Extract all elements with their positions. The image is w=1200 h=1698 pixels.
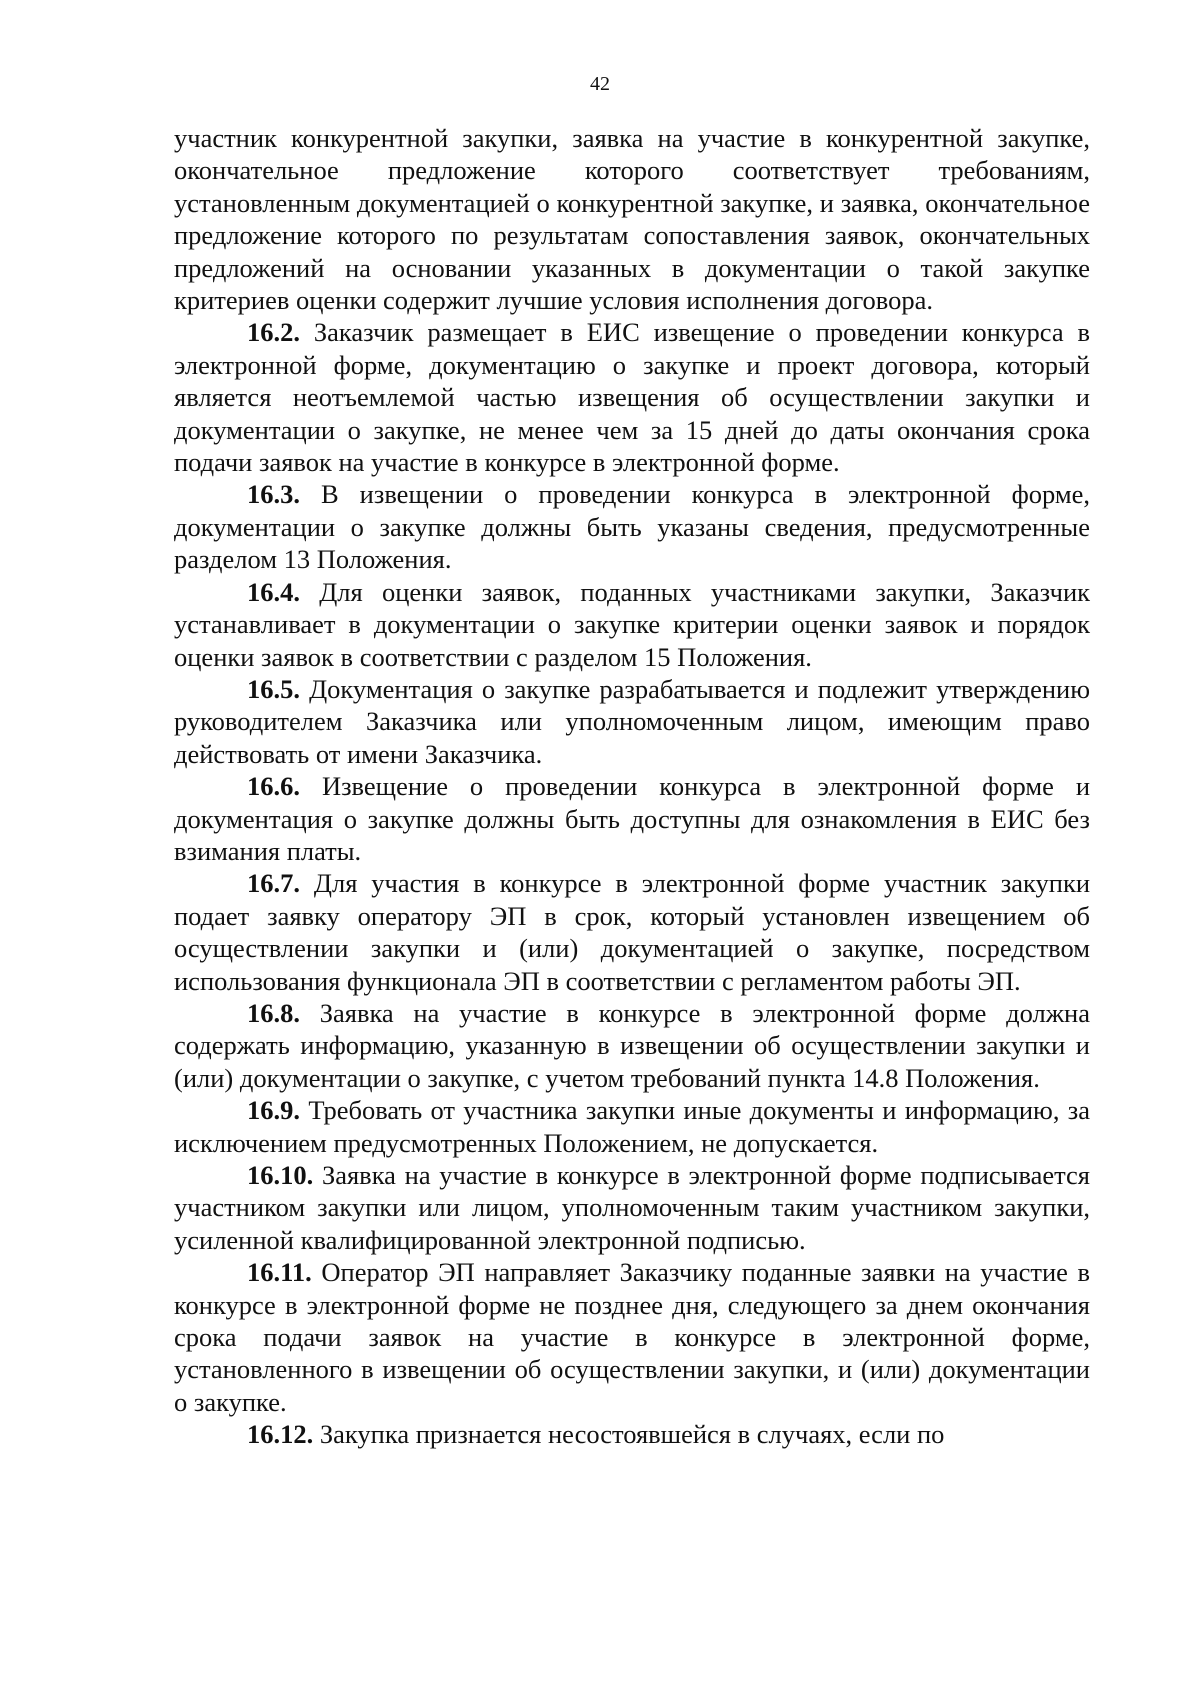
clause-text: Для участия в конкурсе в электронной форме участник закупки подает заявку оператору ЭП в срок, который установлен извещением об осуществлении закупки и (или) документацией о закупке, посредством использования функционала ЭП в соответствии с регламентом работы ЭП. <box>174 868 1091 996</box>
clause-text: Для оценки заявок, поданных участниками закупки, Заказчик устанавливает в документации о закупке критерии оценки заявок и порядок оценки заявок в соответствии с разделом 15 Положения. <box>174 576 1090 672</box>
clause-16-4 <box>174 576 1090 673</box>
clause-number: 16.4. <box>247 576 300 607</box>
clause-number: 16.8. <box>247 997 300 1028</box>
clause-number: 16.9. <box>247 1095 300 1126</box>
clause-16-2 <box>174 316 1090 478</box>
clause-16-12 <box>174 1418 1090 1450</box>
paragraph-continuation <box>174 122 1090 316</box>
clause-16-6 <box>174 770 1090 867</box>
clause-text: Заказчик размещает в ЕИС извещение о проведении конкурса в электронной форме, документацию о закупке и проект договора, который является неотъемлемой частью извещения об осуществлении закупки и документации о закупке, не менее чем за 15 дней до даты окончания срока подачи заявок на участие в конкурсе в электронной форме. <box>174 317 1090 478</box>
clause-16-3 <box>174 478 1090 575</box>
clause-number: 16.5. <box>247 673 300 704</box>
clause-number: 16.6. <box>247 771 300 802</box>
clause-text: Требовать от участника закупки иные документы и информацию, за исключением предусмотренных Положением, не допускается. <box>174 1095 1091 1158</box>
clause-number: 16.3. <box>247 479 300 510</box>
clause-text: Оператор ЭП направляет Заказчику поданные заявки на участие в конкурсе в электронной форме не позднее дня, следующего за днем окончания срока подачи заявок на участие в конкурсе в электронной форме, установленного в извещении об осуществлении закупки, и (или) документации о закупке. <box>174 1257 1090 1417</box>
clause-16-7 <box>174 867 1090 997</box>
clause-text: В извещении о проведении конкурса в электронной форме, документации о закупке должны быть указаны сведения, предусмотренные разделом 13 Положения. <box>174 479 1090 575</box>
paragraph-text: участник конкурентной закупки, заявка на участие в конкурентной закупке, окончательное предложение которого соответствует требованиям, установленным документацией о конкурентной закупке, и заявка, окончательное предложение которого по результатам сопоставления заявок, окончательных предложений на основании указанных в документации о такой закупке критериев оценки содержит лучшие условия исполнения договора. <box>174 123 1090 316</box>
clause-16-11 <box>174 1256 1090 1418</box>
clause-16-5 <box>174 673 1090 770</box>
clause-16-9 <box>174 1094 1090 1159</box>
clause-16-8 <box>174 997 1090 1094</box>
document-body <box>174 122 1090 1451</box>
clause-text: Закупка признается несостоявшейся в случаях, если по <box>319 1419 945 1450</box>
clause-number: 16.11. <box>247 1257 312 1288</box>
clause-text: Документация о закупке разрабатывается и подлежит утверждению руководителем Заказчика или уполномоченным лицом, имеющим право действовать от имени Заказчика. <box>174 673 1090 769</box>
clause-text: Заявка на участие в конкурсе в электронной форме подписывается участником закупки или лицом, уполномоченным таким участником закупки, усиленной квалифицированной электронной подписью. <box>174 1160 1090 1255</box>
clause-16-10 <box>174 1159 1090 1256</box>
clause-number: 16.10. <box>247 1160 314 1190</box>
clause-text: Извещение о проведении конкурса в электронной форме и документация о закупке должны быть доступны для ознакомления в ЕИС без взимания платы. <box>174 771 1091 866</box>
clause-number: 16.2. <box>247 317 300 348</box>
clause-number: 16.12. <box>247 1419 314 1450</box>
clause-number: 16.7. <box>247 868 300 899</box>
page-number: 42 <box>590 73 610 95</box>
clause-text: Заявка на участие в конкурсе в электронной форме должна содержать информацию, указанную в извещении об осуществлении закупки и (или) документации о закупке, с учетом требований пункта 14.8 Положения. <box>174 997 1091 1093</box>
